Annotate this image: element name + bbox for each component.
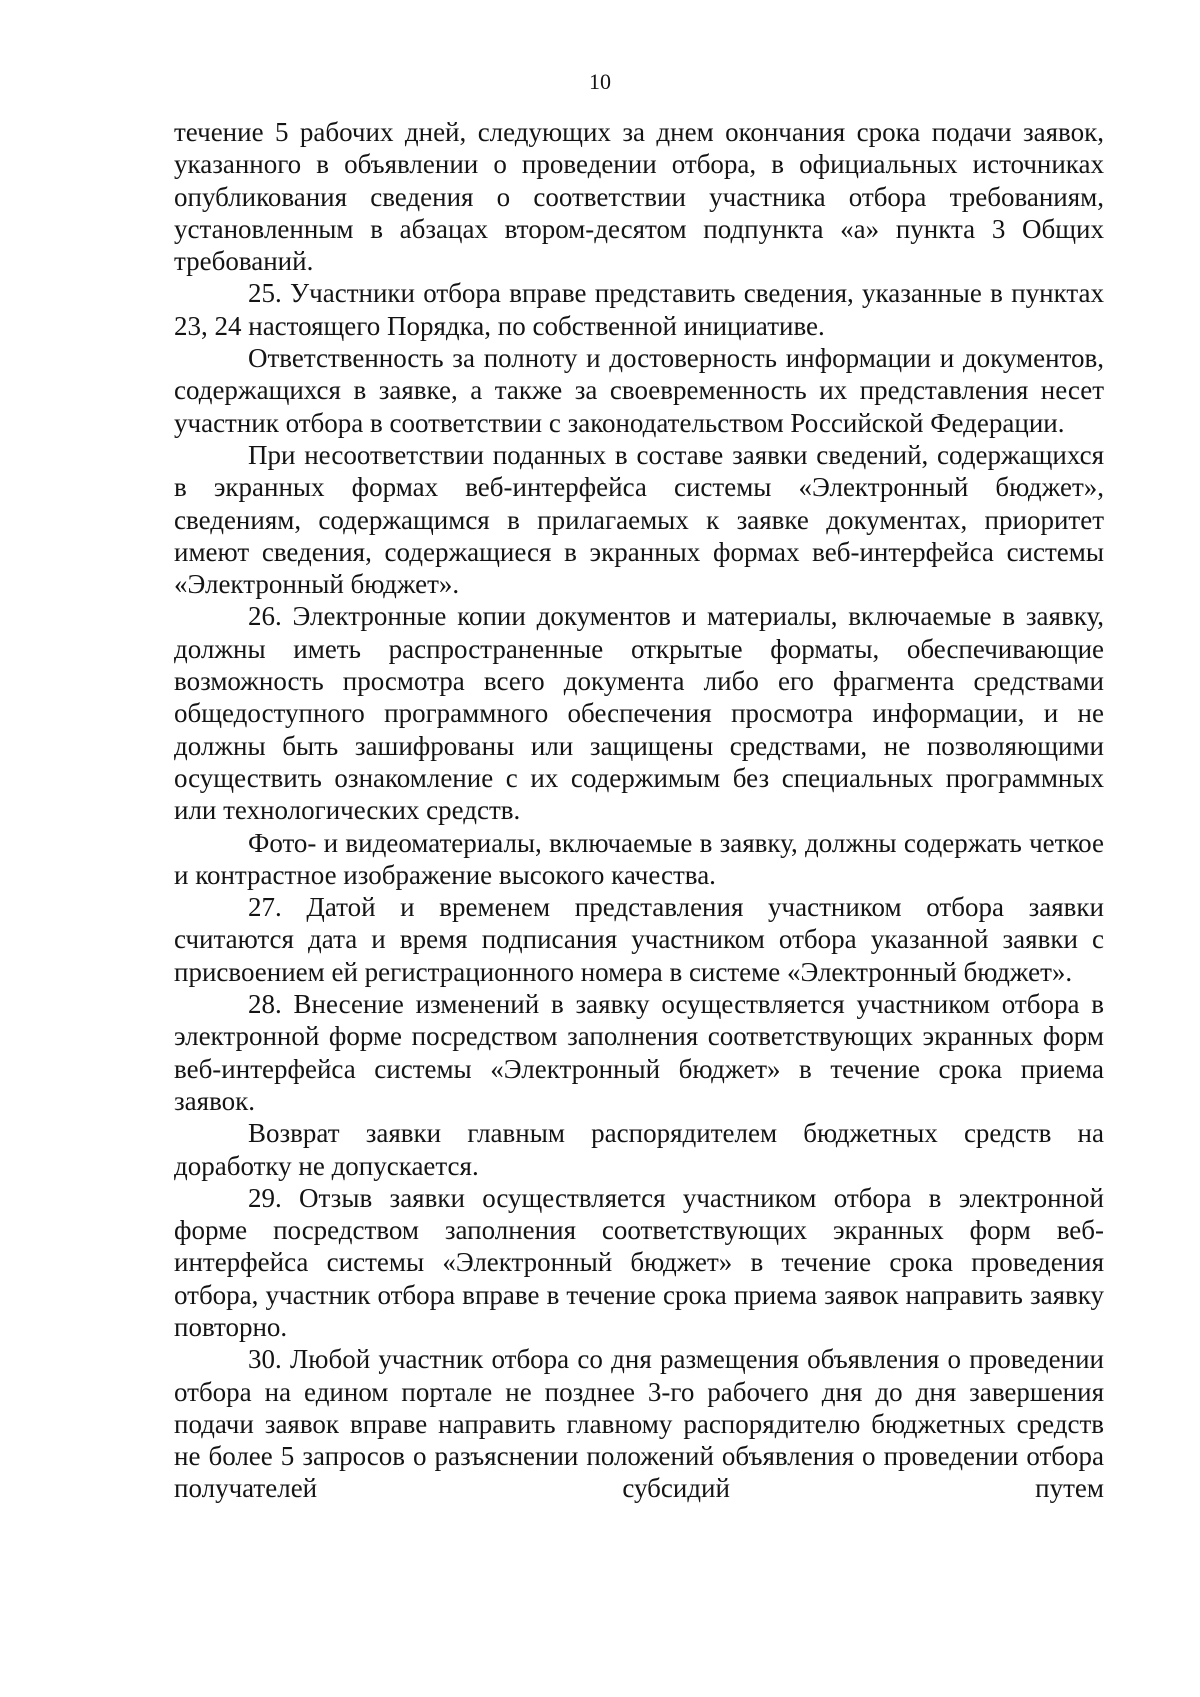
paragraph-priority: При несоответствии поданных в составе заявки сведений, содержащихся в экранных формах веб-интерфейса системы «Электронный бюджет», сведениям, содержащимся в прилагаемых к заявке документах, приоритет имеют сведения, содержащиеся в экранных формах веб-интерфейса системы «Электронный бюджет». [174,439,1104,600]
paragraph-return: Возврат заявки главным распорядителем бюджетных средств на доработку не допускается. [174,1118,1104,1181]
paragraph-responsibility: Ответственность за полноту и достоверность информации и документов, содержащихся в заявке, а также за своевременность их представления несет участник отбора в соответствии с законодательством Российской Федерации. [174,343,1104,438]
paragraph-item-30: 30. Любой участник отбора со дня размещения объявления о проведении отбора на едином портале не позднее 3-го рабочего дня до дня завершения подачи заявок вправе направить главному распорядителю бюджетных средств не более 5 запросов о разъяснении положений объявления о проведении отбора получателей субсидий путем [174,1344,1104,1504]
paragraph-continuation: течение 5 рабочих дней, следующих за днем окончания срока подачи заявок, указанного в объявлении о проведении отбора, в официальных источниках опубликования сведения о соответствии участника отбора требованиям, установленным в абзацах втором-десятом подпункта «а» пункта 3 Общих требований. [174,117,1104,277]
paragraph-item-29: 29. Отзыв заявки осуществляется участником отбора в электронной форме посредством заполнения соответствующих экранных форм веб-интерфейса системы «Электронный бюджет» в течение срока проведения отбора, участник отбора вправе в течение срока приема заявок направить заявку повторно. [174,1182,1104,1342]
paragraph-photo-video: Фото- и видеоматериалы, включаемые в заявку, должны содержать четкое и контрастное изображение высокого качества. [174,827,1104,890]
page-number: 10 [589,69,611,94]
paragraph-item-28: 28. Внесение изменений в заявку осуществляется участником отбора в электронной форме посредством заполнения соответствующих экранных форм веб-интерфейса системы «Электронный бюджет» в течение срока приема заявок. [174,989,1104,1116]
paragraph-item-27: 27. Датой и временем представления участником отбора заявки считаются дата и время подписания участником отбора указанной заявки с присвоением ей регистрационного номера в системе «Электронный бюджет». [174,892,1104,987]
document-text [174,116,1104,1505]
paragraph-item-26: 26. Электронные копии документов и материалы, включаемые в заявку, должны иметь распространенные открытые форматы, обеспечивающие возможность просмотра всего документа либо его фрагмента средствами общедоступного программного обеспечения просмотра информации, и не должны быть зашифрованы или защищены средствами, не позволяющими осуществить ознакомление с их содержимым без специальных программных или технологических средств. [174,601,1104,826]
paragraph-item-25: 25. Участники отбора вправе представить сведения, указанные в пунктах 23, 24 настоящего Порядка, по собственной инициативе. [174,278,1104,341]
